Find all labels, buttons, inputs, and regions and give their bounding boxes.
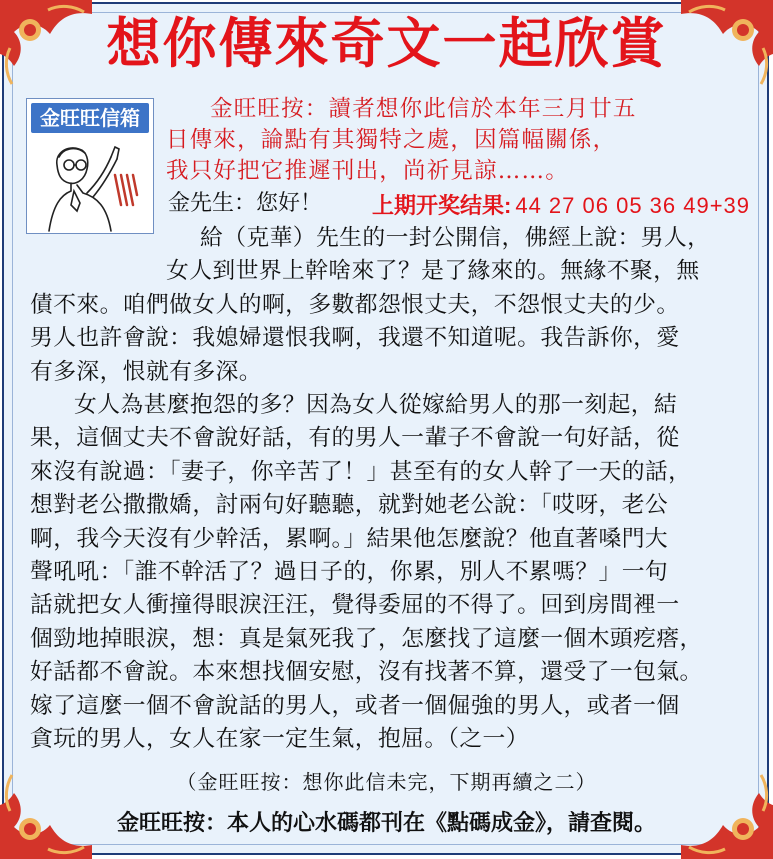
mailbox-label: 金旺旺信箱 bbox=[31, 103, 149, 133]
continuation-note: （金旺旺按：想你此信未完，下期再續之二） bbox=[176, 770, 597, 794]
body-line: 女人為甚麼抱怨的多？因為女人從嫁給男人的那一刻起，結 bbox=[74, 392, 678, 419]
page-title: 想你傳來奇文一起欣賞 bbox=[106, 12, 667, 75]
editor-note-line: 金旺旺按：讀者想你此信於本年三月廿五 bbox=[210, 96, 637, 122]
body-line: 來沒有說過：「妻子，你辛苦了！」甚至有的女人幹了一天的話， bbox=[30, 458, 692, 485]
editor-note-line: 我只好把它推遲刊出，尚祈見諒……。 bbox=[166, 158, 569, 184]
columnist-sketch-icon bbox=[27, 135, 153, 233]
body-line: 想對老公撒撒嬌，討兩句好聽聽，就對她老公說：「哎呀，老公 bbox=[30, 492, 669, 519]
body-line: 話就把女人衝撞得眼淚汪汪，覺得委屈的不得了。回到房間裡一 bbox=[30, 592, 680, 619]
body-line: 債不來。咱們做女人的啊，多數都怨恨丈夫，不怨恨丈夫的少。 bbox=[30, 291, 680, 318]
body-line: 嫁了這麼一個不會說話的男人，或者一個倔強的男人，或者一個 bbox=[30, 692, 680, 719]
letter-body bbox=[30, 222, 750, 757]
body-line: 個勁地掉眼淚，想：真是氣死我了，怎麼找了這麼一個木頭疙瘩， bbox=[30, 625, 703, 652]
body-line: 啊，我今天沒有少幹活，累啊。」結果他怎麼說？他直著嗓門大 bbox=[30, 525, 669, 552]
mailbox-logo bbox=[26, 98, 154, 234]
editor-note bbox=[166, 94, 756, 187]
body-line: 給（克華）先生的一封公開信，佛經上說：男人， bbox=[200, 225, 711, 251]
body-line: 果，這個丈夫不會說好話，有的男人一輩子不會說一句好話，從 bbox=[30, 425, 680, 452]
lottery-result bbox=[372, 191, 750, 221]
body-line: 有多深，恨就有多深。 bbox=[30, 358, 262, 385]
lottery-numbers: 44 27 06 05 36 49+39 bbox=[515, 193, 751, 218]
body-line: 男人也許會說：我媳婦還恨我啊，我還不知道呢。我告訴你，愛 bbox=[30, 325, 680, 352]
body-line: 貪玩的男人，女人在家一定生氣，抱屈。（之一） bbox=[30, 726, 529, 753]
letter-greeting: 金先生：您好！ bbox=[168, 191, 323, 216]
bottom-notice: 金旺旺按：本人的心水碼都刊在《點碼成金》，請查閱。 bbox=[116, 811, 656, 836]
editor-note-line: 日傳來，論點有其獨特之處，因篇幅關係， bbox=[166, 127, 617, 153]
body-line: 聲吼吼：「誰不幹活了？過日子的，你累，別人不累嗎？」一句 bbox=[30, 559, 669, 586]
body-line: 好話都不會說。本來想找個安慰，沒有找著不算，還受了一包氣。 bbox=[30, 659, 703, 686]
lottery-label: 上期开奖结果: bbox=[372, 193, 512, 218]
body-line: 女人到世界上幹啥來了？是了緣來的。無緣不聚，無 bbox=[166, 258, 700, 285]
